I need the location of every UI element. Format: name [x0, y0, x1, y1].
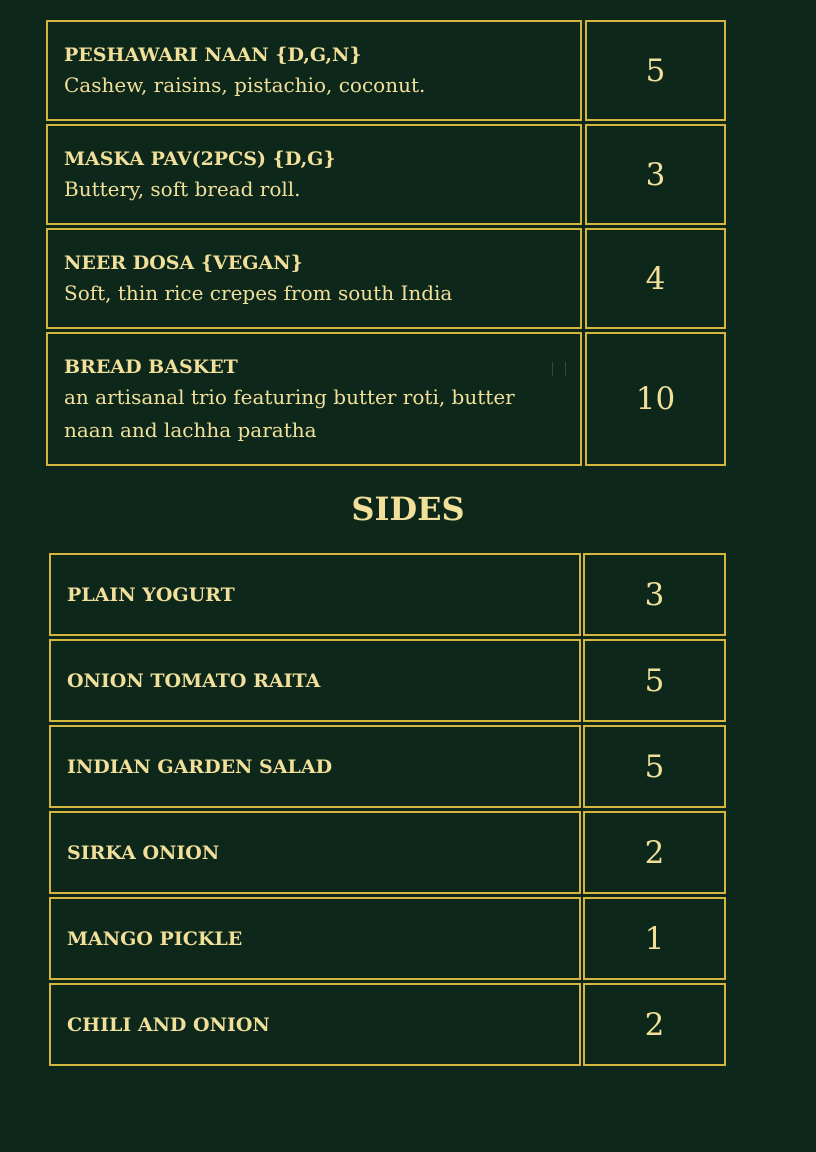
section-title-sides: SIDES	[351, 490, 465, 528]
side-price: 2	[644, 1006, 665, 1043]
menu-item-row	[0, 20, 816, 121]
side-name-cell	[49, 811, 581, 894]
item-price: 5	[645, 52, 666, 89]
side-name: INDIAN GARDEN SALAD	[67, 755, 333, 778]
side-price-cell	[583, 897, 726, 980]
item-name: NEER DOSA {VEGAN}	[64, 252, 303, 274]
side-name-cell	[49, 553, 581, 636]
side-item-row	[0, 553, 816, 636]
side-item-row	[0, 811, 816, 894]
item-name-cell	[46, 20, 582, 121]
item-name-cell	[46, 332, 582, 466]
side-item-row	[0, 725, 816, 808]
side-price-cell	[583, 553, 726, 636]
side-price: 5	[644, 748, 665, 785]
side-name-cell	[49, 639, 581, 722]
item-price-cell	[585, 332, 726, 466]
side-price: 5	[644, 662, 665, 699]
item-name-cell	[46, 228, 582, 329]
item-name-cell	[46, 124, 582, 225]
side-name-cell	[49, 983, 581, 1066]
menu-item-row	[0, 332, 816, 466]
item-price: 4	[645, 260, 666, 297]
side-price-cell	[583, 725, 726, 808]
side-price: 1	[644, 920, 665, 957]
side-item-row	[0, 639, 816, 722]
side-item-row	[0, 897, 816, 980]
side-name-cell	[49, 725, 581, 808]
menu-item-row	[0, 228, 816, 329]
side-name: SIRKA ONION	[67, 841, 220, 864]
item-price-cell	[585, 228, 726, 329]
side-name: CHILI AND ONION	[67, 1013, 270, 1036]
side-name: MANGO PICKLE	[67, 927, 243, 950]
item-description: an artisanal trio featuring butter roti, butter naan and lachha paratha	[64, 385, 515, 442]
side-price-cell	[583, 811, 726, 894]
item-price-cell	[585, 124, 726, 225]
item-description: Cashew, raisins, pistachio, coconut.	[64, 73, 426, 97]
side-price: 2	[644, 834, 665, 871]
side-item-row	[0, 983, 816, 1066]
side-name-cell	[49, 897, 581, 980]
side-name: PLAIN YOGURT	[67, 583, 235, 606]
side-price-cell	[583, 983, 726, 1066]
item-description: Soft, thin rice crepes from south India	[64, 281, 453, 305]
menu-item-row	[0, 124, 816, 225]
item-name: PESHAWARI NAAN {D,G,N}	[64, 44, 362, 66]
item-price: 3	[645, 156, 666, 193]
side-price: 3	[644, 576, 665, 613]
side-name: ONION TOMATO RAITA	[67, 669, 321, 692]
item-name: BREAD BASKET	[64, 356, 238, 378]
faint-divider-mark	[552, 362, 566, 376]
item-price: 10	[635, 381, 676, 417]
item-price-cell	[585, 20, 726, 121]
item-description: Buttery, soft bread roll.	[64, 177, 301, 201]
item-name: MASKA PAV(2PCS) {D,G}	[64, 148, 336, 170]
side-price-cell	[583, 639, 726, 722]
